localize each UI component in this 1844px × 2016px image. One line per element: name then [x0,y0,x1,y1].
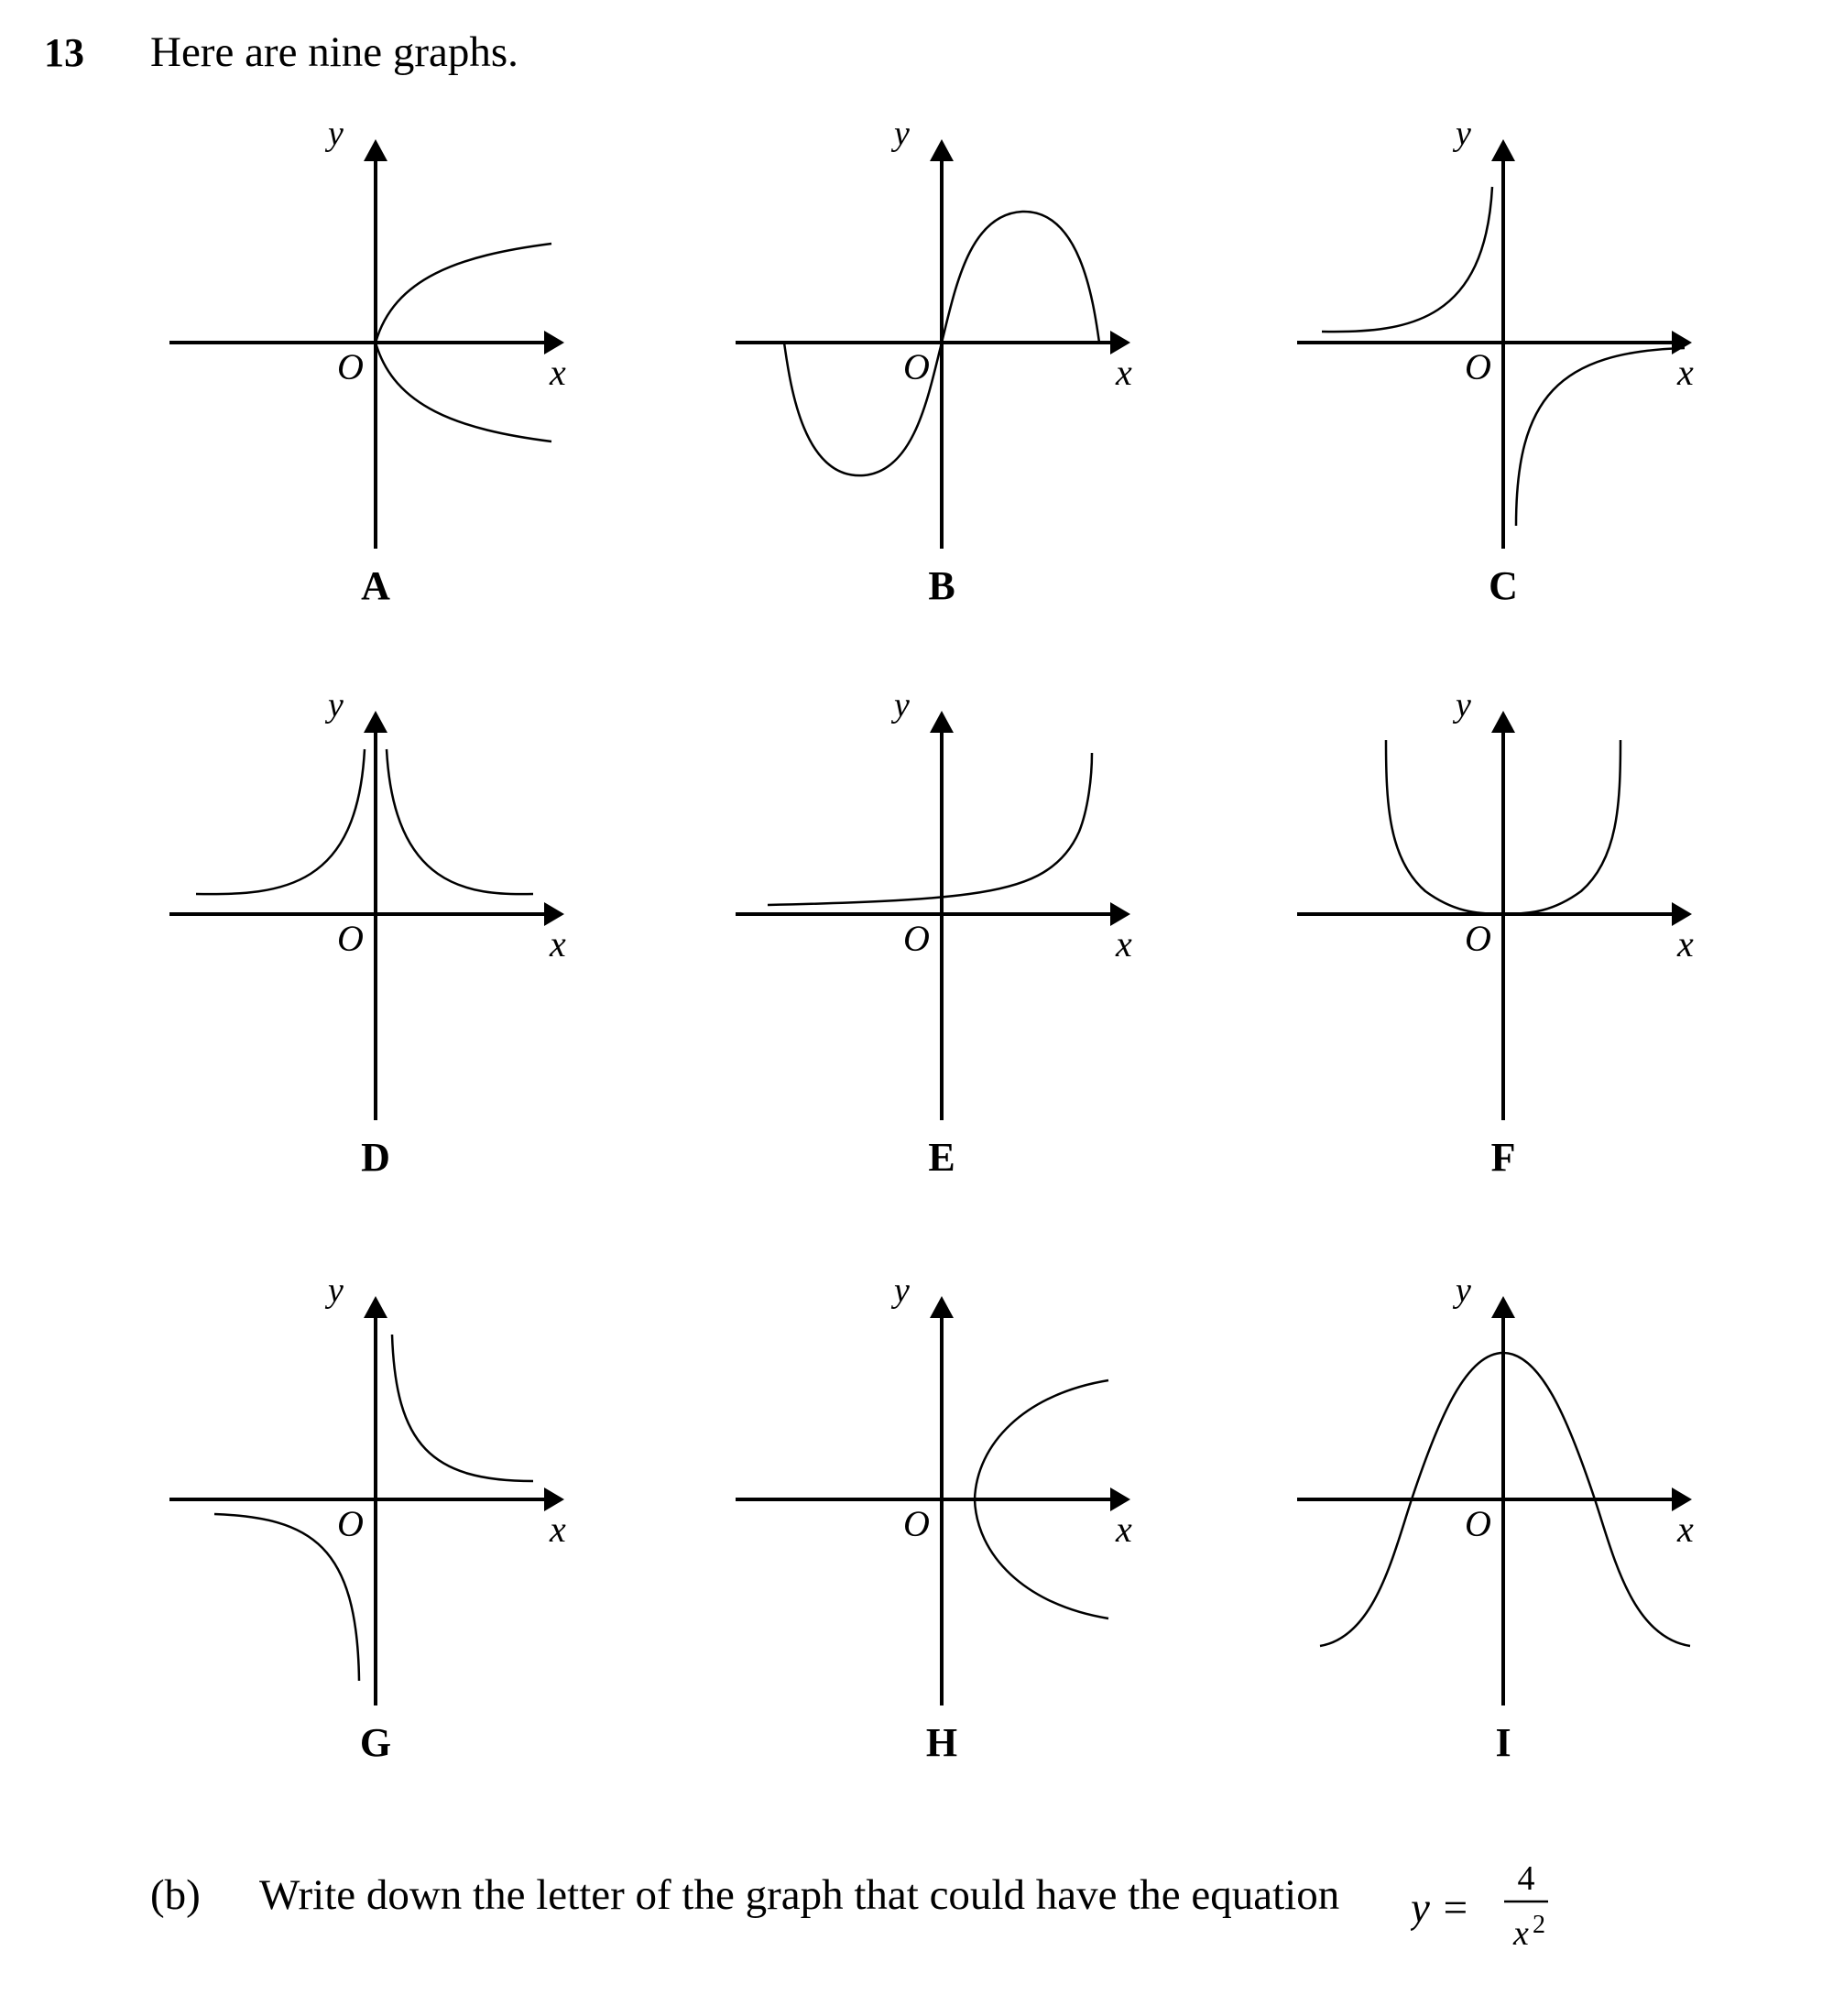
y-axis-label: y [1456,1271,1471,1310]
curve-d-right [387,749,533,894]
origin-label: O [903,1503,930,1544]
curve-g-right [392,1335,533,1481]
y-axis-label: y [894,686,910,725]
y-axis-label: y [894,1271,910,1310]
graph-f [1297,686,1694,1180]
equation-lhs: y = [1411,1884,1470,1932]
origin-label: O [1465,1503,1491,1544]
graph-g [169,1271,566,1765]
y-axis-label: y [328,1271,344,1310]
origin-label: O [903,918,930,959]
y-axis-label: y [328,114,344,153]
graph-i [1297,1271,1694,1765]
graph-letter: C [1489,563,1518,608]
y-axis-label: y [894,114,910,153]
equation-denominator-variable: x [1513,1914,1529,1953]
curve-d-left [196,749,365,894]
origin-label: O [903,346,930,387]
question-number: 13 [44,30,84,75]
x-axis-label: x [1116,923,1132,964]
x-axis-label: x [1116,1509,1132,1550]
x-axis-label: x [1116,352,1132,393]
graph-letter: G [359,1720,392,1765]
part-b-label: (b) [150,1871,201,1919]
graph-letter: H [925,1720,958,1765]
question-intro: Here are nine graphs. [150,28,518,76]
y-axis-label: y [328,686,344,725]
graph-h [736,1271,1132,1765]
graph-d [169,686,566,1180]
graph-letter: I [1495,1720,1511,1765]
x-axis-label: x [550,1509,566,1550]
origin-label: O [337,1503,364,1544]
graph-b [736,114,1132,608]
graph-letter: D [361,1135,390,1180]
origin-label: O [337,918,364,959]
graph-letter: F [1490,1135,1516,1180]
graph-a [169,114,566,608]
graph-letter: E [928,1135,955,1180]
curve-e [768,753,1092,905]
graph-letter: A [361,563,390,608]
graph-e [736,686,1132,1180]
equation [1411,1858,1576,1958]
graph-c [1297,114,1694,608]
part-b-text: Write down the letter of the graph that could have the equation [259,1871,1340,1919]
x-axis-label: x [550,352,566,393]
equation-numerator: 4 [1517,1859,1535,1898]
curve-c-left [1322,187,1492,332]
origin-label: O [1465,346,1491,387]
curve-c-right [1516,348,1685,526]
equation-denominator-exponent: 2 [1533,1911,1545,1939]
origin-label: O [1465,918,1491,959]
x-axis-label: x [550,923,566,964]
y-axis-label: y [1456,114,1471,153]
x-axis-label: x [1677,1509,1694,1550]
graph-letter: B [928,563,955,608]
y-axis-label: y [1456,686,1471,725]
origin-label: O [337,346,364,387]
x-axis-label: x [1677,923,1694,964]
x-axis-label: x [1677,352,1694,393]
